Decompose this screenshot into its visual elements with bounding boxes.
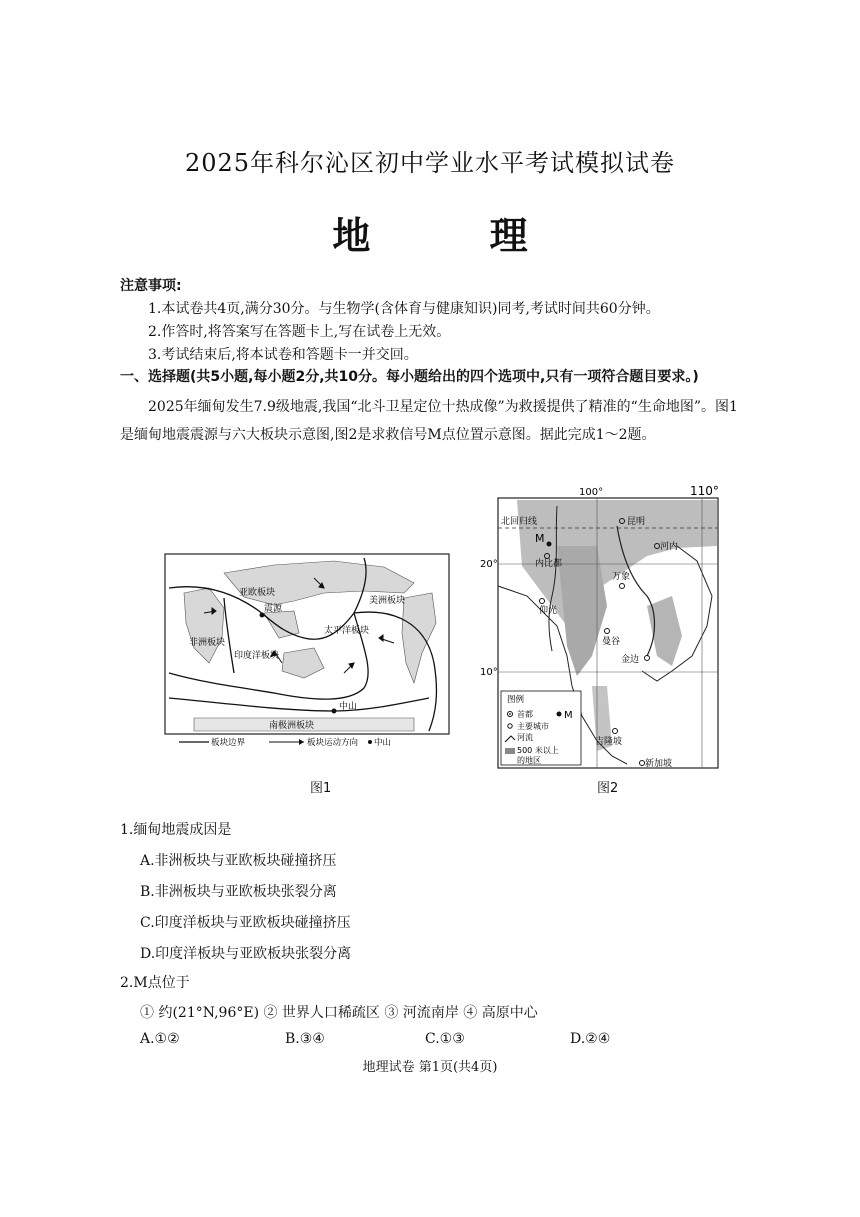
label-american: 美洲板块 <box>369 596 406 606</box>
label-tropic: 北回归线 <box>501 517 538 527</box>
question-2-stem: 2.M点位于 <box>120 975 190 991</box>
question-2-statements: ① 约(21°N,96°E) ② 世界人口稀疏区 ③ 河流南岸 ④ 高原中心 <box>140 1005 538 1021</box>
label-zhongshan: 中山 <box>339 702 358 712</box>
figure2-legend <box>501 691 581 765</box>
label-antarctic: 南极洲板块 <box>269 721 315 731</box>
label-yangon: 仰光 <box>539 606 558 616</box>
label-eurasian: 亚欧板块 <box>239 588 276 598</box>
legend-title: 图例 <box>507 695 525 705</box>
question-2-option-d: D.②④ <box>570 1031 611 1047</box>
note-item: 2.作答时,将答案写在答题卡上,写在试卷上无效。 <box>148 324 451 340</box>
question-1-option-c: C.印度洋板块与亚欧板块碰撞挤压 <box>140 915 351 931</box>
label-vientiane: 万象 <box>612 572 631 582</box>
label-epicenter: 震源 <box>264 604 283 614</box>
label-lon100: 100° <box>579 487 604 498</box>
label-lat10: 10° <box>480 667 498 678</box>
label-indian: 印度洋板块 <box>234 651 280 661</box>
label-singapore: 新加坡 <box>645 759 673 769</box>
figure2-caption: 图2 <box>597 781 619 796</box>
section-heading: 一、选择题(共5小题,每小题2分,共10分。每小题给出的四个选项中,只有一项符合题目要求。) <box>120 369 699 385</box>
legend-highland-1: 500 米以上 <box>517 746 559 755</box>
label-bangkok: 曼谷 <box>602 637 621 647</box>
figure1-plate-map <box>164 553 450 748</box>
label-african: 非洲板块 <box>189 638 226 648</box>
figure1-caption: 图1 <box>310 781 332 796</box>
legend-highland-2: 的地区 <box>517 756 541 765</box>
legend-river: 河流 <box>517 733 533 742</box>
question-1-stem: 1.缅甸地震成因是 <box>120 822 232 838</box>
label-lat20: 20° <box>480 559 498 570</box>
label-naypyidaw: 内比都 <box>535 559 563 569</box>
legend-m: M <box>564 710 573 721</box>
legend-capital: 首都 <box>517 710 533 719</box>
section-intro: 2025年缅甸发生7.9级地震,我国“北斗卫星定位十热成像”为救援提供了精准的“生命地图”。图1是缅甸地震震源与六大板块示意图,图2是求救信号M点位置示意图。据此完成1～2题。 <box>120 399 738 443</box>
question-1-option-a: A.非洲板块与亚欧板块碰撞挤压 <box>140 853 337 869</box>
figure2-seasia-map <box>480 484 721 770</box>
note-item: 1.本试卷共4页,满分30分。与生物学(含体育与健康知识)同考,考试时间共60分钟。 <box>148 301 660 317</box>
question-1-option-b: B.非洲板块与亚欧板块张裂分离 <box>140 884 337 900</box>
legend-city: 主要城市 <box>517 722 549 731</box>
page-footer: 地理试卷 第1页(共4页) <box>362 1060 498 1075</box>
label-kualalumpur: 吉隆坡 <box>595 737 623 747</box>
m-point <box>547 542 552 547</box>
question-2-option-a: A.①② <box>140 1031 180 1047</box>
label-m: M <box>535 532 545 545</box>
label-lon110: 110° <box>690 484 719 498</box>
question-1-option-d: D.印度洋板块与亚欧板块张裂分离 <box>140 946 352 962</box>
note-item: 3.考试结束后,将本试卷和答题卡一并交回。 <box>148 347 418 363</box>
subject-title: 地 理 <box>332 214 566 258</box>
legend-boundary: 板块边界 <box>211 738 246 748</box>
zhongshan-dot <box>332 709 337 714</box>
question-2-option-b: B.③④ <box>285 1031 325 1047</box>
legend-station: 中山 <box>374 738 392 748</box>
exam-title: 2025年科尔沁区初中学业水平考试模拟试卷 <box>184 149 676 177</box>
label-phnompenh: 金边 <box>621 655 640 665</box>
label-kunming: 昆明 <box>627 517 646 527</box>
legend-motion: 板块运动方向 <box>307 738 359 748</box>
notes-heading: 注意事项: <box>120 278 182 294</box>
label-hanoi: 河内 <box>660 542 679 552</box>
question-2-option-c: C.①③ <box>425 1031 465 1047</box>
label-pacific: 太平洋板块 <box>324 626 370 636</box>
